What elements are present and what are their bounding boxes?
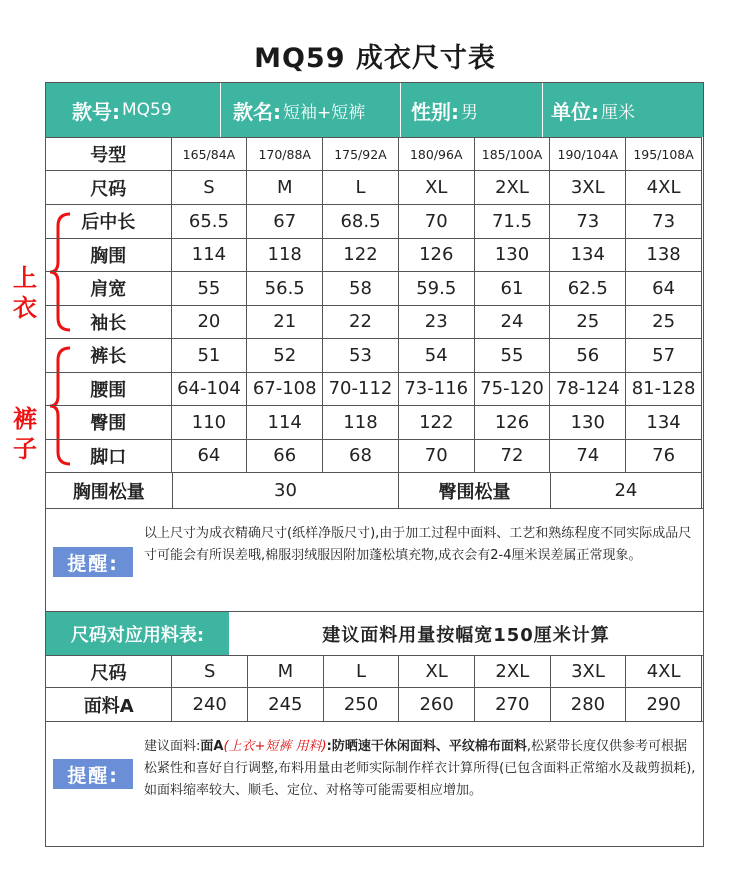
measure-row bbox=[46, 205, 702, 239]
fabric-a-cell: 260 bbox=[399, 688, 475, 722]
fabric-a-usage-note: (上衣+短裤 用料) bbox=[223, 739, 327, 754]
size-cell: L bbox=[323, 171, 399, 205]
gender-label: 性别: bbox=[411, 99, 459, 124]
measure-label: 臀围 bbox=[46, 406, 172, 440]
style-name-cell bbox=[221, 83, 401, 137]
measure-cell: 134 bbox=[626, 406, 702, 440]
size-sheet bbox=[45, 82, 704, 847]
measure-cell: 134 bbox=[550, 238, 626, 272]
hip-ease-value: 24 bbox=[550, 473, 701, 509]
measure-cell: 70-112 bbox=[323, 372, 399, 406]
fabric-size-cell: M bbox=[248, 656, 324, 688]
fabric-size-cell: 4XL bbox=[626, 656, 702, 688]
style-no-cell bbox=[46, 83, 221, 137]
measure-row bbox=[46, 406, 702, 440]
reminder-tag-2: 提醒: bbox=[53, 759, 133, 789]
fabric-a-description: :防晒速干休闲面料、平纹棉布面料 bbox=[326, 739, 527, 754]
measure-cell: 64 bbox=[626, 272, 702, 306]
fabric-a-cell: 250 bbox=[323, 688, 399, 722]
fabric-a-cell: 245 bbox=[248, 688, 324, 722]
size-cell: 4XL bbox=[626, 171, 702, 205]
measure-label: 裤长 bbox=[46, 339, 172, 373]
fabric-size-cell: 2XL bbox=[474, 656, 550, 688]
fabric-table bbox=[45, 655, 702, 722]
fabric-section-bar bbox=[46, 611, 703, 656]
measure-cell: 64 bbox=[171, 439, 247, 473]
model-label: 号型 bbox=[46, 138, 172, 171]
measure-cell: 74 bbox=[550, 439, 626, 473]
measure-cell: 73 bbox=[550, 205, 626, 239]
fabric-section-title: 建议面料用量按幅宽150厘米计算 bbox=[322, 624, 610, 646]
reminder-text-2 bbox=[144, 736, 696, 802]
measure-cell: 56 bbox=[550, 339, 626, 373]
style-name-label: 款名: bbox=[233, 99, 281, 124]
measure-cell: 68 bbox=[323, 439, 399, 473]
measure-cell: 52 bbox=[247, 339, 323, 373]
model-cell: 185/100A bbox=[474, 138, 550, 171]
measure-cell: 55 bbox=[171, 272, 247, 306]
measure-cell: 75-120 bbox=[474, 372, 550, 406]
measure-row bbox=[46, 238, 702, 272]
fabric-size-cell: L bbox=[323, 656, 399, 688]
measure-cell: 21 bbox=[247, 305, 323, 339]
measure-cell: 59.5 bbox=[398, 272, 474, 306]
measure-cell: 67-108 bbox=[247, 372, 323, 406]
measure-cell: 76 bbox=[626, 439, 702, 473]
model-cell: 165/84A bbox=[171, 138, 247, 171]
measure-label: 胸围 bbox=[46, 238, 172, 272]
measure-cell: 25 bbox=[550, 305, 626, 339]
model-cell: 195/108A bbox=[626, 138, 702, 171]
reminder-tag: 提醒: bbox=[53, 547, 133, 577]
measure-cell: 55 bbox=[474, 339, 550, 373]
header-bar bbox=[46, 83, 703, 137]
ease-table bbox=[45, 472, 702, 509]
measure-cell: 57 bbox=[626, 339, 702, 373]
model-cell: 175/92A bbox=[323, 138, 399, 171]
note-box-1 bbox=[46, 508, 703, 611]
measure-cell: 130 bbox=[550, 406, 626, 440]
fabric-a-label: 面料A bbox=[46, 688, 172, 722]
measure-cell: 61 bbox=[474, 272, 550, 306]
measure-cell: 56.5 bbox=[247, 272, 323, 306]
size-table bbox=[45, 137, 702, 473]
bottom-garment-label: 裤子 bbox=[13, 405, 37, 463]
size-cell: M bbox=[247, 171, 323, 205]
measure-cell: 65.5 bbox=[171, 205, 247, 239]
measure-cell: 110 bbox=[171, 406, 247, 440]
page-title: MQ59 成衣尺寸表 bbox=[254, 43, 496, 74]
style-no-value: MQ59 bbox=[122, 100, 172, 120]
measure-cell: 25 bbox=[626, 305, 702, 339]
measure-label: 后中长 bbox=[46, 205, 172, 239]
size-cell: S bbox=[171, 171, 247, 205]
measure-cell: 66 bbox=[247, 439, 323, 473]
measure-row bbox=[46, 339, 702, 373]
reminder-text: 以上尺寸为成衣精确尺寸(纸样净版尺寸),由于加工过程中面料、工艺和熟练程度不同实际成品尺寸可能会有所误差哦,棉服羽绒服因附加蓬松填充物,成衣会有2-4厘米误差属正常现象。 bbox=[144, 526, 692, 563]
measure-row bbox=[46, 372, 702, 406]
measure-cell: 71.5 bbox=[474, 205, 550, 239]
unit-cell bbox=[543, 83, 703, 137]
measure-cell: 73-116 bbox=[398, 372, 474, 406]
measure-cell: 64-104 bbox=[171, 372, 247, 406]
gender-value: 男 bbox=[461, 102, 478, 123]
fabric-a-cell: 240 bbox=[172, 688, 248, 722]
chest-ease-value: 30 bbox=[172, 473, 399, 509]
measure-cell: 23 bbox=[398, 305, 474, 339]
fabric-advice-prefix: 建议面料: bbox=[144, 739, 201, 754]
size-label: 尺码 bbox=[46, 171, 172, 205]
size-row bbox=[46, 171, 702, 205]
model-cell: 190/104A bbox=[550, 138, 626, 171]
size-cell: XL bbox=[398, 171, 474, 205]
measure-cell: 122 bbox=[398, 406, 474, 440]
gender-cell bbox=[401, 83, 543, 137]
measure-cell: 20 bbox=[171, 305, 247, 339]
measure-cell: 126 bbox=[474, 406, 550, 440]
measure-cell: 68.5 bbox=[323, 205, 399, 239]
measure-label: 腰围 bbox=[46, 372, 172, 406]
size-cell: 3XL bbox=[550, 171, 626, 205]
model-cell: 180/96A bbox=[398, 138, 474, 171]
measure-cell: 54 bbox=[398, 339, 474, 373]
measure-row bbox=[46, 439, 702, 473]
fabric-a-name: 面A bbox=[200, 739, 224, 754]
measure-cell: 73 bbox=[626, 205, 702, 239]
measure-cell: 118 bbox=[323, 406, 399, 440]
measure-cell: 70 bbox=[398, 205, 474, 239]
measure-label: 袖长 bbox=[46, 305, 172, 339]
top-garment-label: 上衣 bbox=[13, 264, 37, 322]
measure-cell: 126 bbox=[398, 238, 474, 272]
measure-cell: 130 bbox=[474, 238, 550, 272]
measure-cell: 114 bbox=[171, 238, 247, 272]
fabric-a-cell: 280 bbox=[550, 688, 626, 722]
measure-cell: 24 bbox=[474, 305, 550, 339]
style-name-value: 短袖+短裤 bbox=[283, 102, 366, 123]
fabric-a-cell: 270 bbox=[474, 688, 550, 722]
measure-label: 肩宽 bbox=[46, 272, 172, 306]
size-cell: 2XL bbox=[474, 171, 550, 205]
measure-row bbox=[46, 305, 702, 339]
measure-cell: 114 bbox=[247, 406, 323, 440]
fabric-a-cell: 290 bbox=[626, 688, 702, 722]
fabric-size-cell: S bbox=[172, 656, 248, 688]
measure-cell: 58 bbox=[323, 272, 399, 306]
measure-cell: 51 bbox=[171, 339, 247, 373]
measure-cell: 138 bbox=[626, 238, 702, 272]
measure-cell: 67 bbox=[247, 205, 323, 239]
measure-cell: 22 bbox=[323, 305, 399, 339]
fabric-size-label: 尺码 bbox=[46, 656, 172, 688]
note-box-2 bbox=[46, 721, 703, 846]
model-row bbox=[46, 138, 702, 171]
measure-cell: 72 bbox=[474, 439, 550, 473]
unit-label: 单位: bbox=[551, 99, 599, 124]
hip-ease-label: 臀围松量 bbox=[399, 473, 550, 509]
measure-row bbox=[46, 272, 702, 306]
measure-cell: 62.5 bbox=[550, 272, 626, 306]
measure-label: 脚口 bbox=[46, 439, 172, 473]
fabric-size-cell: XL bbox=[399, 656, 475, 688]
measure-cell: 70 bbox=[398, 439, 474, 473]
style-no-label: 款号: bbox=[72, 99, 120, 124]
chest-ease-label: 胸围松量 bbox=[46, 473, 173, 509]
fabric-advice-rest: ,松紧带长度仅供参考可根据松紧性和喜好自行调整,布料用量由老师实际制作样衣计算所得(已包含面料正常缩水及裁剪损耗),如面料缩率较大、顺毛、定位、对格等可能需要相应增加。 bbox=[144, 739, 696, 798]
fabric-size-cell: 3XL bbox=[550, 656, 626, 688]
unit-value: 厘米 bbox=[601, 102, 635, 123]
measure-cell: 122 bbox=[323, 238, 399, 272]
measure-cell: 78-124 bbox=[550, 372, 626, 406]
measure-cell: 118 bbox=[247, 238, 323, 272]
measure-cell: 53 bbox=[323, 339, 399, 373]
fabric-section-label: 尺码对应用料表: bbox=[46, 612, 229, 655]
model-cell: 170/88A bbox=[247, 138, 323, 171]
measure-cell: 81-128 bbox=[626, 372, 702, 406]
